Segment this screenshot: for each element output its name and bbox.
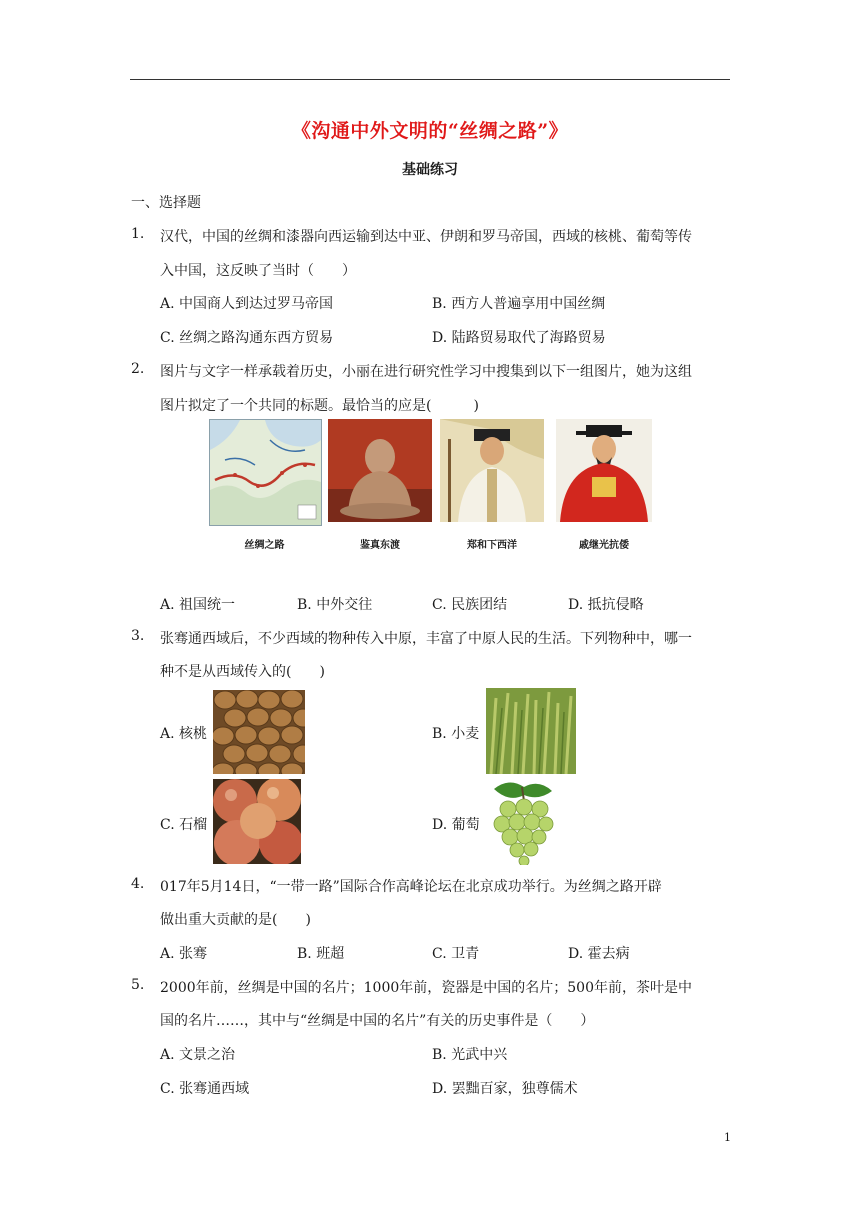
image-caption: 鉴真东渡 — [360, 540, 400, 551]
page-title: 《沟通中外文明的“丝绸之路”》 — [291, 120, 569, 142]
section-heading: 一、选择题 — [131, 195, 201, 211]
option-c: C. 张骞通西域 — [160, 1081, 250, 1097]
option-d: D. 葡萄 — [432, 817, 480, 833]
option-c: C. 丝绸之路沟通东西方贸易 — [160, 330, 334, 346]
question-number: 4. — [131, 876, 145, 892]
jianzhen-statue-image — [328, 419, 432, 522]
question-text-line: 张骞通西域后，不少西域的物种传入中原，丰富了中原人民的生活。下列物种中，哪一 — [160, 631, 692, 647]
option-d: D. 罢黜百家，独尊儒术 — [432, 1081, 578, 1097]
question-text-line: 图片拟定了一个共同的标题。最恰当的应是( ) — [160, 398, 479, 414]
option-d: D. 抵抗侵略 — [568, 597, 644, 613]
grapes-image — [484, 777, 560, 865]
wheat-image — [486, 688, 576, 774]
qi-jiguang-image — [556, 419, 652, 522]
option-a: A. 核桃 — [160, 726, 208, 742]
option-b: B. 小麦 — [432, 726, 480, 742]
option-b: B. 班超 — [297, 946, 345, 962]
question-text-line: 2000年前，丝绸是中国的名片；1000年前，瓷器是中国的名片；500年前，茶叶是中 — [160, 980, 692, 996]
question-number: 5. — [131, 977, 145, 993]
page-subtitle: 基础练习 — [402, 162, 458, 178]
option-a: A. 张骞 — [160, 946, 208, 962]
option-a: A. 文景之治 — [160, 1047, 236, 1063]
question-text-line: 做出重大贡献的是( ) — [160, 912, 311, 928]
option-d: D. 霍去病 — [568, 946, 630, 962]
option-c: C. 卫青 — [432, 946, 480, 962]
page-number: 1 — [724, 1131, 731, 1144]
image-caption: 郑和下西洋 — [467, 540, 517, 551]
option-c: C. 民族团结 — [432, 597, 508, 613]
option-a: A. 中国商人到达过罗马帝国 — [160, 296, 334, 312]
question-text-line: 汉代，中国的丝绸和漆器向西运输到达中亚、伊朗和罗马帝国，西域的核桃、葡萄等传 — [160, 229, 692, 245]
option-b: B. 中外交往 — [297, 597, 373, 613]
question-text-line: 017年5月14日，“一带一路”国际合作高峰论坛在北京成功举行。为丝绸之路开辟 — [160, 879, 662, 895]
question-number: 3. — [131, 628, 145, 644]
pomegranate-image — [213, 779, 301, 864]
walnut-image — [213, 690, 305, 774]
zheng-he-image — [440, 419, 544, 522]
question-text-line: 图片与文字一样承载着历史，小丽在进行研究性学习中搜集到以下一组图片，她为这组 — [160, 364, 692, 380]
question-text-line: 种不是从西域传入的( ) — [160, 664, 325, 680]
option-a: A. 祖国统一 — [160, 597, 236, 613]
question-number: 2. — [131, 361, 145, 377]
question-text-line: 入中国，这反映了当时（ ） — [160, 263, 356, 279]
option-b: B. 光武中兴 — [432, 1047, 508, 1063]
silk-road-map-image — [209, 419, 322, 526]
image-caption: 丝绸之路 — [244, 540, 285, 551]
question-text-line: 国的名片……，其中与“丝绸是中国的名片”有关的历史事件是（ ） — [160, 1013, 595, 1029]
question-number: 1. — [131, 226, 145, 242]
option-c: C. 石榴 — [160, 817, 208, 833]
option-d: D. 陆路贸易取代了海路贸易 — [432, 330, 606, 346]
header-rule — [130, 79, 730, 80]
image-caption: 戚继光抗倭 — [579, 540, 629, 551]
option-b: B. 西方人普遍享用中国丝绸 — [432, 296, 606, 312]
